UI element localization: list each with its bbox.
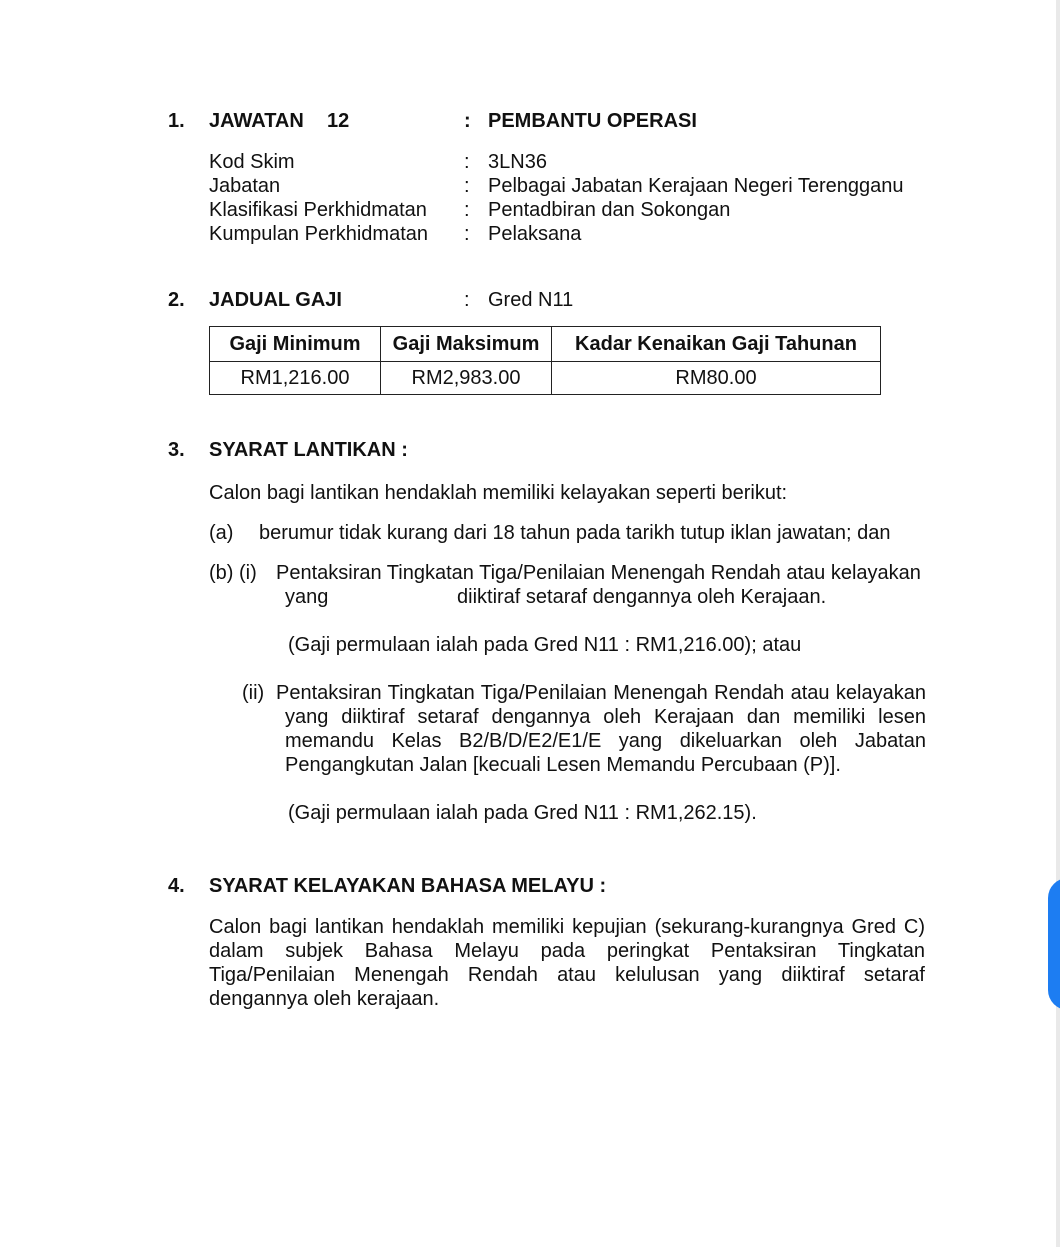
jabatan-label: Jabatan bbox=[209, 175, 281, 197]
salary-increment-value: RM80.00 bbox=[552, 362, 881, 395]
section-3-number: 3. bbox=[168, 439, 185, 461]
section-4-line-2: dalam subjek Bahasa Melayu pada peringkat Pentaksiran Tingkatan bbox=[209, 940, 925, 962]
salary-max-value: RM2,983.00 bbox=[381, 362, 552, 395]
section-2-heading: JADUAL GAJI bbox=[209, 289, 342, 311]
item-b-ii-salary-note: (Gaji permulaan ialah pada Gred N11 : RM1,262.15). bbox=[288, 802, 757, 824]
item-b-ii-line-2: yang diiktiraf setaraf dengannya oleh Kerajaan dan memiliki lesen bbox=[285, 706, 926, 728]
position-title: PEMBANTU OPERASI bbox=[488, 110, 697, 132]
salary-header-max: Gaji Maksimum bbox=[381, 327, 552, 362]
section-4-line-3: Tiga/Penilaian Menengah Rendah atau kelulusan yang diiktiraf setaraf bbox=[209, 964, 925, 986]
section-1-heading-number: 12 bbox=[327, 110, 350, 132]
salary-grade: Gred N11 bbox=[488, 289, 574, 311]
jabatan-value: Pelbagai Jabatan Kerajaan Negeri Terengganu bbox=[488, 175, 904, 197]
item-a-marker: (a) bbox=[209, 522, 234, 544]
klasifikasi-colon: : bbox=[464, 199, 470, 221]
section-1-heading: JAWATAN bbox=[209, 110, 304, 132]
kumpulan-value: Pelaksana bbox=[488, 223, 582, 245]
scroll-handle[interactable] bbox=[1048, 878, 1060, 1010]
kumpulan-label: Kumpulan Perkhidmatan bbox=[209, 223, 429, 245]
section-4-line-1: Calon bagi lantikan hendaklah memiliki kepujian (sekurang-kurangnya Gred C) bbox=[209, 916, 925, 938]
section-1-colon: : bbox=[464, 110, 471, 132]
kod-skim-value: 3LN36 bbox=[488, 151, 547, 173]
item-b-ii-line-3: memandu Kelas B2/B/D/E2/E1/E yang dikeluarkan oleh Jabatan bbox=[285, 730, 926, 752]
item-a-text: berumur tidak kurang dari 18 tahun pada tarikh tutup iklan jawatan; dan bbox=[259, 522, 891, 544]
salary-table bbox=[209, 326, 881, 395]
salary-table-row bbox=[210, 362, 881, 395]
kod-skim-label: Kod Skim bbox=[209, 151, 295, 173]
salary-table-header-row bbox=[210, 327, 881, 362]
section-4-line-4: dengannya oleh kerajaan. bbox=[209, 988, 440, 1010]
salary-min-value: RM1,216.00 bbox=[210, 362, 381, 395]
item-b-i-line-2b: diiktiraf setaraf dengannya oleh Kerajaan. bbox=[457, 586, 827, 608]
section-2-number: 2. bbox=[168, 289, 185, 311]
jabatan-colon: : bbox=[464, 175, 470, 197]
salary-header-min: Gaji Minimum bbox=[210, 327, 381, 362]
item-b-i-salary-note: (Gaji permulaan ialah pada Gred N11 : RM1,216.00); atau bbox=[288, 634, 802, 656]
section-3-heading: SYARAT LANTIKAN : bbox=[209, 439, 408, 461]
item-b-i-line-1: Pentaksiran Tingkatan Tiga/Penilaian Menengah Rendah atau kelayakan bbox=[276, 562, 921, 584]
item-b-ii-line-4: Pengangkutan Jalan [kecuali Lesen Memandu Percubaan (P)]. bbox=[285, 754, 841, 776]
kumpulan-colon: : bbox=[464, 223, 470, 245]
item-b-i-line-2a: yang bbox=[285, 586, 329, 608]
salary-header-increment: Kadar Kenaikan Gaji Tahunan bbox=[552, 327, 881, 362]
item-b-ii-marker: (ii) bbox=[242, 682, 265, 704]
klasifikasi-value: Pentadbiran dan Sokongan bbox=[488, 199, 731, 221]
section-4-heading: SYARAT KELAYAKAN BAHASA MELAYU : bbox=[209, 875, 607, 897]
section-2-colon: : bbox=[464, 289, 470, 311]
klasifikasi-label: Klasifikasi Perkhidmatan bbox=[209, 199, 427, 221]
section-4-number: 4. bbox=[168, 875, 185, 897]
section-3-intro: Calon bagi lantikan hendaklah memiliki kelayakan seperti berikut: bbox=[209, 482, 788, 504]
viewer-edge bbox=[1056, 0, 1060, 1247]
kod-skim-colon: : bbox=[464, 151, 470, 173]
section-1-number: 1. bbox=[168, 110, 185, 132]
item-b-i-marker: (b) (i) bbox=[209, 562, 257, 584]
item-b-ii-line-1: Pentaksiran Tingkatan Tiga/Penilaian Menengah Rendah atau kelayakan bbox=[276, 682, 926, 704]
